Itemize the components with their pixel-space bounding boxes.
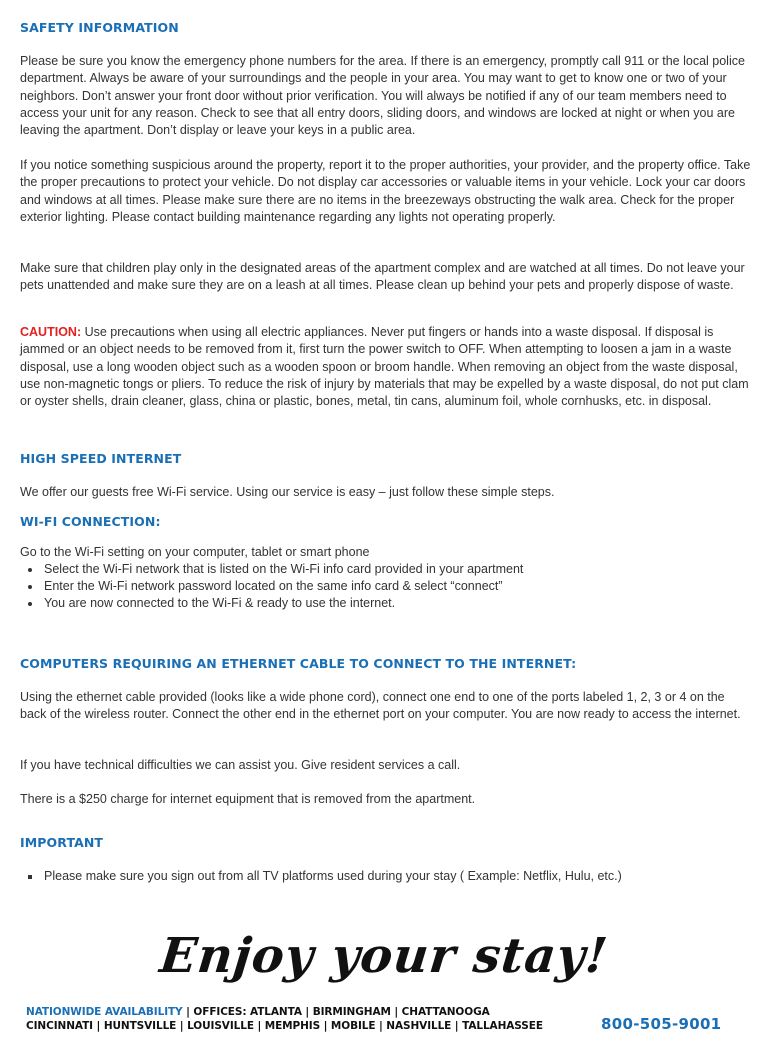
nationwide-label: NATIONWIDE AVAILABILITY bbox=[26, 1006, 183, 1018]
list-item: • Select the Wi-Fi network that is listed on the Wi-Fi info card provided in your apartment bbox=[42, 561, 523, 578]
internet-heading: HIGH SPEED INTERNET bbox=[20, 451, 182, 466]
internet-intro: We offer our guests free Wi-Fi service. Using our service is easy – just follow these simple steps. bbox=[20, 485, 555, 499]
wifi-steps-list bbox=[22, 561, 523, 613]
ethernet-heading: COMPUTERS REQUIRING AN ETHERNET CABLE TO CONNECT TO THE INTERNET: bbox=[20, 656, 577, 671]
ethernet-paragraph-2: If you have technical difficulties we can assist you. Give resident services a call. bbox=[20, 758, 461, 772]
list-item: • Enter the Wi-Fi network password located on the same info card & select “connect” bbox=[42, 578, 523, 595]
safety-paragraph-3: Make sure that children play only in the designated areas of the apartment complex and are watched at all times. Do not leave your pets unattended and make sure they are on a leash at all times. Please clean up behind your pets and properly dispose of waste. bbox=[20, 261, 745, 293]
wifi-intro: Go to the Wi-Fi setting on your computer, tablet or smart phone bbox=[20, 545, 370, 559]
wifi-heading: WI-FI CONNECTION: bbox=[20, 514, 161, 529]
caution-paragraph bbox=[20, 324, 752, 410]
footer-offices-line-2: CINCINNATI | HUNTSVILLE | LOUISVILLE | MEMPHIS | MOBILE | NASHVILLE | TALLAHASSEE bbox=[26, 1020, 543, 1032]
footer-offices-line-1 bbox=[26, 1006, 490, 1018]
safety-paragraph-1: Please be sure you know the emergency phone numbers for the area. If there is an emergency, promptly call 911 or the local police department. Always be aware of your surroundings and the people in your area. You may want to get to know one or two of your neighbors. Don’t answer your front door without prior verification. You will always be notified if any of our team members need to access your unit for any reason. Check to see that all entry doors, sliding doors, and windows are locked at night or when you are leaving the apartment. Don’t display or leave your keys in a public area. bbox=[20, 54, 745, 138]
ethernet-paragraph-1: Using the ethernet cable provided (looks like a wide phone cord), connect one end to one of the ports labeled 1, 2, 3 or 4 on the back of the wireless router. Connect the other end in the ethernet port on your computer. You are now ready to access the internet. bbox=[20, 690, 741, 722]
list-item: ▪ Please make sure you sign out from all TV platforms used during your stay ( Example: Netflix, Hulu, etc.) bbox=[42, 868, 622, 885]
offices-line-1-text: | OFFICES: ATLANTA | BIRMINGHAM | CHATTANOOGA bbox=[182, 1006, 490, 1018]
phone-number: 800-505-9001 bbox=[601, 1015, 722, 1033]
important-list bbox=[22, 868, 622, 885]
safety-paragraph-2: If you notice something suspicious around the property, report it to the proper authorities, your provider, and the property office. Take the proper precautions to protect your vehicle. Do not display car accessories or valuable items in your vehicle. Lock your car doors and windows at all times. Please make sure there are no items in the breezeways obstructing the walk area. Check for the proper exterior lighting. Please contact building maintenance regarding any lights not operating properly. bbox=[20, 158, 751, 224]
list-item: • You are now connected to the Wi-Fi & ready to use the internet. bbox=[42, 595, 523, 612]
important-heading: IMPORTANT bbox=[20, 835, 104, 850]
caution-text: Use precautions when using all electric appliances. Never put fingers or hands into a waste disposal. If disposal is jammed or an object needs to be removed from it, first turn the power switch to OFF. When attempting to loosen a jam in a waste disposal, use a long wooden object such as a wooden spoon or broom handle. When removing an object from the waste disposal, use non-magnetic tongs or pliers. To reduce the risk of injury by materials that may be expelled by a waste disposal, do not put clam or oyster shells, drain cleaner, glass, china or plastic, bones, metal, tin cans, aluminum foil, whole cornhusks, etc. in disposal. bbox=[20, 325, 749, 409]
safety-heading: SAFETY INFORMATION bbox=[20, 20, 179, 35]
caution-label: CAUTION: bbox=[20, 325, 82, 339]
closing-message: Enjoy your stay! bbox=[157, 928, 611, 984]
ethernet-paragraph-3: There is a $250 charge for internet equipment that is removed from the apartment. bbox=[20, 792, 476, 806]
